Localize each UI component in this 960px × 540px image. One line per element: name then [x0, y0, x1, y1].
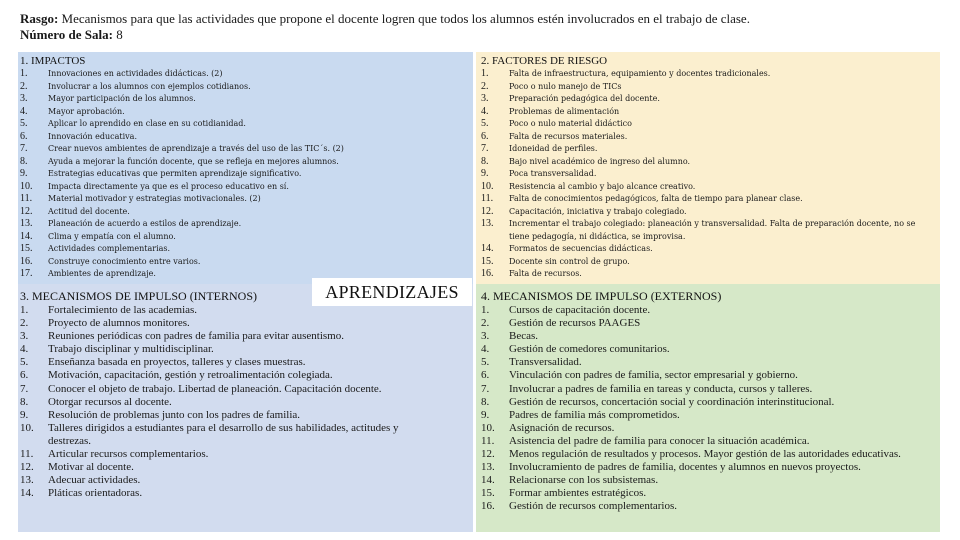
list-item	[20, 168, 470, 181]
list-item	[20, 356, 440, 369]
list-item	[20, 68, 470, 81]
item-text: Gestión de recursos, concertación social y coordinación interinstitucional.	[509, 395, 835, 408]
list-item	[481, 131, 933, 144]
item-number: 12.	[481, 448, 495, 461]
item-number: 9.	[481, 168, 489, 179]
item-text: Conocer el objeto de trabajo. Libertad de planeación. Capacitación docente.	[48, 382, 382, 395]
item-text: Poco o nulo material didáctico	[509, 119, 632, 128]
list-item	[481, 106, 933, 119]
item-text: Clima y empatía con el alumno.	[48, 231, 176, 241]
item-text: Problemas de alimentación	[509, 106, 620, 116]
item-text: Gestión de recursos PAAGES	[509, 317, 641, 330]
internos-title: 3. MECANISMOS DE IMPULSO (INTERNOS)	[20, 289, 258, 303]
item-text: Vinculación con padres de familia, sector empresarial y gobierno.	[509, 369, 798, 382]
item-number: 11.	[481, 193, 494, 204]
list-item	[20, 256, 470, 269]
list-item	[20, 206, 470, 219]
item-text: Estrategias educativas que permiten aprendizaje significativo.	[48, 169, 302, 178]
item-number: 2.	[20, 80, 28, 92]
list-item	[20, 474, 440, 487]
item-text: Involucramiento de padres de familia, docentes y alumnos en nuevos proyectos.	[509, 461, 861, 474]
factores-title: 2. FACTORES DE RIESGO	[481, 55, 608, 67]
item-text: Docente sin control de grupo.	[509, 256, 630, 266]
item-number: 13.	[481, 461, 495, 474]
list-item	[20, 143, 470, 156]
list-item	[20, 343, 440, 356]
internos-panel	[18, 284, 474, 532]
list-item	[481, 369, 936, 382]
list-item	[481, 343, 936, 356]
list-item	[481, 474, 936, 487]
item-number: 7.	[481, 143, 489, 154]
item-text: Transversalidad.	[509, 356, 582, 369]
item-text: Actividades complementarias.	[48, 244, 171, 253]
item-text: Talleres dirigidos a estudiantes para el desarrollo de sus habilidades, actitudes y destrezas.	[48, 421, 399, 447]
item-number: 1.	[481, 304, 490, 316]
item-number: 13.	[481, 218, 494, 229]
list-item	[20, 193, 470, 206]
item-text: Formatos de secuencias didácticas.	[509, 244, 653, 253]
item-number: 1.	[20, 68, 28, 79]
item-number: 3.	[481, 330, 490, 343]
item-text: Padres de familia más comprometidos.	[509, 408, 680, 421]
list-item	[481, 143, 933, 156]
item-number: 1.	[481, 68, 489, 79]
item-text: Bajo nivel académico de ingreso del alumno.	[509, 156, 691, 166]
item-text: Material motivador y estrategias motivacionales. (2)	[48, 194, 261, 203]
list-item	[481, 435, 936, 448]
list-item	[20, 243, 470, 256]
item-number: 2.	[481, 80, 489, 92]
item-number: 14.	[20, 487, 34, 500]
list-item	[20, 396, 440, 409]
sala-value: 8	[112, 27, 123, 42]
item-text: Falta de recursos materiales.	[509, 131, 628, 141]
item-text: Asignación de recursos.	[509, 421, 615, 434]
item-text: Adecuar actividades.	[48, 474, 141, 487]
item-number: 13.	[20, 218, 33, 229]
item-text: Becas.	[509, 330, 539, 343]
externos-list	[481, 304, 936, 514]
item-number: 9.	[20, 168, 28, 179]
list-item	[481, 81, 933, 94]
item-text: Actitud del docente.	[48, 206, 130, 216]
factores-list	[481, 68, 933, 281]
item-number: 5.	[20, 356, 29, 369]
list-item	[20, 422, 440, 448]
item-number: 14.	[20, 230, 33, 242]
list-item	[20, 181, 470, 194]
item-number: 8.	[481, 395, 490, 408]
list-item	[481, 181, 933, 194]
header	[20, 11, 950, 43]
item-number: 7.	[20, 382, 29, 395]
sala-line	[20, 27, 950, 43]
item-text: Resistencia al cambio y bajo alcance creativo.	[509, 181, 696, 191]
item-text: Enseñanza basada en proyectos, talleres y clases muestras.	[48, 356, 306, 369]
item-number: 8.	[20, 395, 29, 408]
item-number: 14.	[481, 474, 495, 487]
impactos-list	[20, 68, 470, 281]
list-item	[481, 396, 936, 409]
item-text: Innovación educativa.	[48, 131, 137, 141]
item-text: Falta de conocimientos pedagógicos, falta de tiempo para planear clase.	[509, 194, 803, 203]
item-number: 8.	[481, 155, 489, 167]
item-text: Involucrar a los alumnos con ejemplos cotidianos.	[48, 81, 251, 91]
list-item	[20, 156, 470, 169]
item-number: 11.	[20, 193, 33, 204]
item-number: 5.	[481, 356, 490, 369]
item-text: Impacta directamente ya que es el proceso educativo en sí.	[48, 181, 289, 191]
list-item	[481, 156, 933, 169]
list-item	[481, 461, 936, 474]
item-number: 4.	[20, 105, 28, 117]
item-text: Asistencia del padre de familia para conocer la situación académica.	[509, 434, 810, 447]
item-text: Gestión de comedores comunitarios.	[509, 343, 670, 356]
list-item	[20, 409, 440, 422]
item-text: Ayuda a mejorar la función docente, que se refleja en mejores alumnos.	[48, 156, 339, 166]
item-text: Aplicar lo aprendido en clase en su cotidianidad.	[48, 119, 246, 128]
list-item	[481, 168, 933, 181]
list-item	[481, 206, 933, 219]
item-number: 10.	[20, 421, 34, 434]
item-number: 12.	[481, 205, 494, 217]
item-number: 6.	[20, 369, 29, 382]
item-text: Otorgar recursos al docente.	[48, 395, 172, 408]
item-number: 12.	[20, 461, 34, 474]
factores-panel	[474, 52, 940, 284]
item-number: 11.	[20, 448, 34, 461]
list-item	[481, 218, 933, 243]
rasgo-line	[20, 11, 950, 27]
list-item	[481, 383, 936, 396]
panel-divider	[473, 52, 476, 532]
list-item	[20, 93, 470, 106]
item-number: 10.	[481, 421, 495, 434]
item-text: Preparación pedagógica del docente.	[509, 94, 660, 103]
item-text: Planeación de acuerdo a estilos de aprendizaje.	[48, 219, 242, 228]
list-item	[20, 448, 440, 461]
item-number: 15.	[20, 243, 33, 254]
item-number: 11.	[481, 434, 495, 447]
item-number: 4.	[481, 105, 489, 117]
list-item	[20, 81, 470, 94]
item-number: 15.	[481, 487, 495, 500]
list-item	[481, 409, 936, 422]
list-item	[481, 256, 933, 269]
list-item	[481, 500, 936, 513]
item-number: 7.	[481, 382, 490, 395]
item-number: 6.	[481, 130, 489, 142]
item-text: Capacitación, iniciativa y trabajo colegiado.	[509, 206, 687, 216]
item-text: Poca transversalidad.	[509, 169, 597, 178]
item-number: 16.	[481, 268, 494, 279]
list-item	[20, 487, 440, 500]
item-text: Mayor participación de los alumnos.	[48, 94, 196, 103]
list-item	[481, 356, 936, 369]
item-number: 4.	[481, 343, 490, 356]
item-number: 9.	[481, 408, 490, 421]
item-text: Fortalecimiento de las academias.	[48, 304, 198, 316]
item-text: Articular recursos complementarios.	[48, 448, 209, 461]
item-number: 3.	[20, 93, 28, 104]
item-text: Idoneidad de perfiles.	[509, 144, 598, 153]
list-item	[481, 317, 936, 330]
list-item	[481, 68, 933, 81]
item-number: 10.	[20, 180, 33, 192]
item-number: 6.	[481, 369, 490, 382]
item-text: Falta de infraestructura, equipamiento y docentes tradicionales.	[509, 69, 771, 78]
list-item	[20, 231, 470, 244]
item-text: Motivar al docente.	[48, 461, 134, 474]
item-number: 8.	[20, 155, 28, 167]
list-item	[20, 330, 440, 343]
item-number: 7.	[20, 143, 28, 154]
item-number: 10.	[481, 180, 494, 192]
list-item	[481, 268, 933, 281]
item-text: Poco o nulo manejo de TICs	[509, 81, 622, 91]
list-item	[481, 304, 936, 317]
item-number: 6.	[20, 130, 28, 142]
internos-list	[20, 304, 440, 500]
list-item	[20, 218, 470, 231]
list-item	[20, 118, 470, 131]
item-text: Crear nuevos ambientes de aprendizaje a través del uso de las TIC´s. (2)	[48, 144, 344, 153]
list-item	[481, 243, 933, 256]
item-text: Cursos de capacitación docente.	[509, 304, 651, 316]
sala-label: Número de Sala:	[20, 27, 113, 42]
list-item	[481, 118, 933, 131]
item-number: 16.	[20, 255, 33, 267]
list-item	[20, 317, 440, 330]
impactos-panel	[18, 52, 474, 284]
item-number: 13.	[20, 474, 34, 487]
externos-panel	[474, 284, 940, 532]
item-text: Construye conocimiento entre varios.	[48, 256, 201, 266]
item-number: 3.	[481, 93, 489, 104]
item-text: Trabajo disciplinar y multidisciplinar.	[48, 343, 214, 356]
item-text: Formar ambientes estratégicos.	[509, 487, 647, 500]
item-text: Menos regulación de resultados y procesos. Mayor gestión de las autoridades educativas.	[509, 448, 901, 461]
list-item	[481, 448, 936, 461]
item-text: Pláticas orientadoras.	[48, 487, 143, 500]
rasgo-text: Mecanismos para que las actividades que propone el docente logren que todos los alumnos estén involucrados en el trabajo de clase.	[58, 11, 750, 26]
item-text: Innovaciones en actividades didácticas. (2)	[48, 69, 223, 78]
item-text: Proyecto de alumnos monitores.	[48, 317, 190, 330]
item-text: Resolución de problemas junto con los padres de familia.	[48, 408, 301, 421]
list-item	[20, 383, 440, 396]
list-item	[20, 461, 440, 474]
item-number: 17.	[20, 268, 33, 279]
rasgo-label: Rasgo:	[20, 11, 59, 26]
list-item	[20, 131, 470, 144]
item-text: Gestión de recursos complementarios.	[509, 500, 678, 513]
list-item	[481, 93, 933, 106]
item-number: 15.	[481, 255, 494, 267]
item-number: 5.	[481, 118, 489, 129]
list-item	[481, 330, 936, 343]
item-text: Reuniones periódicas con padres de familia para evitar ausentismo.	[48, 330, 344, 343]
item-text: Mayor aprobación.	[48, 106, 125, 116]
item-number: 2.	[481, 317, 490, 330]
item-number: 14.	[481, 243, 494, 254]
item-text: Relacionarse con los subsistemas.	[509, 474, 659, 487]
externos-title: 4. MECANISMOS DE IMPULSO (EXTERNOS)	[481, 289, 722, 303]
item-number: 12.	[20, 205, 33, 217]
item-number: 1.	[20, 304, 29, 316]
aprendizajes-badge: APRENDIZAJES	[312, 278, 472, 306]
item-number: 5.	[20, 118, 28, 129]
item-number: 9.	[20, 408, 29, 421]
list-item	[20, 369, 440, 382]
item-text: Incrementar el trabajo colegiado: planeación y transversalidad. Falta de preparación docente, no se tiene pedagogía, ni didáctica, se improvisa.	[509, 219, 916, 241]
item-text: Motivación, capacitación, gestión y retroalimentación colegiada.	[48, 369, 333, 382]
list-item	[481, 422, 936, 435]
item-number: 16.	[481, 500, 495, 513]
impactos-title: 1. IMPACTOS	[20, 55, 86, 67]
item-number: 2.	[20, 317, 29, 330]
item-text: Falta de recursos.	[509, 269, 582, 278]
list-item	[481, 487, 936, 500]
list-item	[20, 106, 470, 119]
item-number: 4.	[20, 343, 29, 356]
list-item	[481, 193, 933, 206]
item-number: 3.	[20, 330, 29, 343]
item-text: Involucrar a padres de familia en tareas y conducta, cursos y talleres.	[509, 382, 813, 395]
item-text: Ambientes de aprendizaje.	[48, 269, 156, 278]
